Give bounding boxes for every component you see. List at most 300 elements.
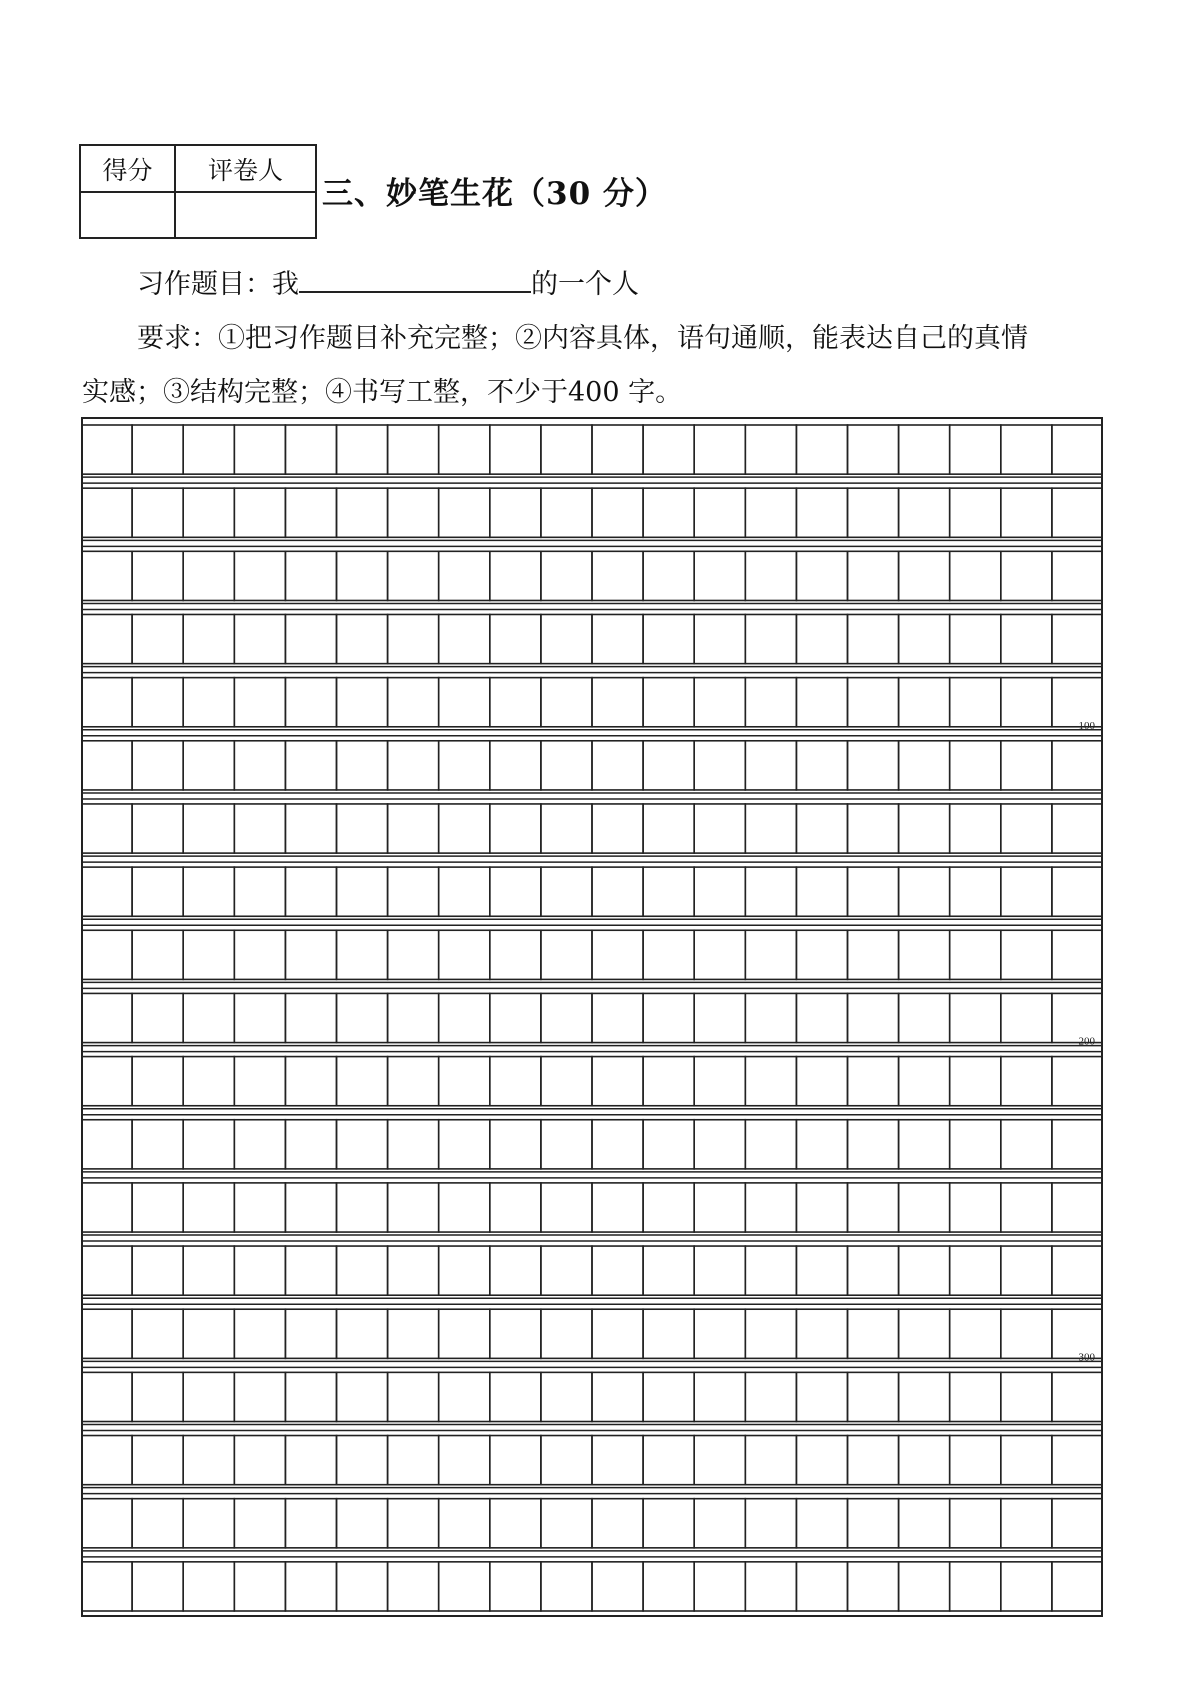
grid-cell[interactable] [132, 551, 183, 600]
grid-cell[interactable] [439, 1120, 490, 1169]
grid-cell[interactable] [899, 867, 950, 916]
grid-cell[interactable] [541, 678, 592, 727]
grid-cell[interactable] [234, 1057, 285, 1106]
grid-cell[interactable] [745, 1562, 796, 1611]
grid-cell[interactable] [848, 614, 899, 663]
grid-cell[interactable] [694, 614, 745, 663]
grid-cell[interactable] [490, 1499, 541, 1548]
grid-cell[interactable] [950, 425, 1001, 474]
grid-cell[interactable] [337, 678, 388, 727]
grid-cell[interactable] [132, 741, 183, 790]
grid-cell[interactable] [541, 1309, 592, 1358]
grid-cell[interactable] [490, 1309, 541, 1358]
grid-cell[interactable] [694, 488, 745, 537]
grid-cell[interactable] [694, 1246, 745, 1295]
grid-cell[interactable] [337, 1120, 388, 1169]
grid-cell[interactable] [848, 1057, 899, 1106]
grid-cell[interactable] [643, 551, 694, 600]
grid-cell[interactable] [950, 678, 1001, 727]
grid-cell[interactable] [848, 804, 899, 853]
grid-cell[interactable] [848, 1183, 899, 1232]
grid-cell[interactable] [592, 1183, 643, 1232]
grid-cell[interactable] [541, 1246, 592, 1295]
grid-cell[interactable] [132, 1309, 183, 1358]
grid-cell[interactable] [899, 1120, 950, 1169]
grid-cell[interactable] [234, 551, 285, 600]
grid-cell[interactable] [848, 1372, 899, 1421]
grid-cell[interactable] [183, 678, 234, 727]
grid-cell[interactable] [899, 930, 950, 979]
grid-cell[interactable] [745, 1372, 796, 1421]
grid-cell[interactable] [592, 425, 643, 474]
grid-cell[interactable] [1001, 1246, 1052, 1295]
grid-cell[interactable] [285, 1309, 336, 1358]
grid-cell[interactable] [541, 425, 592, 474]
grid-cell[interactable] [745, 1057, 796, 1106]
grid-cell[interactable] [643, 741, 694, 790]
grid-cell[interactable] [592, 488, 643, 537]
grid-cell[interactable] [796, 930, 847, 979]
grid-cell[interactable] [592, 678, 643, 727]
grid-cell[interactable] [285, 1562, 336, 1611]
grid-cell[interactable] [643, 930, 694, 979]
grid-cell[interactable] [643, 1057, 694, 1106]
grid-cell[interactable] [1052, 1183, 1103, 1232]
grid-cell[interactable] [81, 1499, 132, 1548]
grid-cell[interactable] [796, 993, 847, 1042]
grid-cell[interactable] [1052, 1436, 1103, 1485]
grid-cell[interactable] [1001, 425, 1052, 474]
grid-cell[interactable] [490, 1120, 541, 1169]
grid-cell[interactable] [183, 1246, 234, 1295]
grid-cell[interactable] [950, 1057, 1001, 1106]
grid-cell[interactable] [337, 741, 388, 790]
grid-cell[interactable] [285, 1183, 336, 1232]
grid-cell[interactable] [132, 1499, 183, 1548]
grid-cell[interactable] [592, 1499, 643, 1548]
grid-cell[interactable] [1052, 678, 1103, 727]
grid-cell[interactable] [234, 993, 285, 1042]
grid-cell[interactable] [592, 1562, 643, 1611]
grid-cell[interactable] [1052, 1246, 1103, 1295]
grid-cell[interactable] [541, 551, 592, 600]
grid-cell[interactable] [745, 1246, 796, 1295]
grid-cell[interactable] [899, 1309, 950, 1358]
grid-cell[interactable] [285, 1436, 336, 1485]
grid-cell[interactable] [234, 867, 285, 916]
grid-cell[interactable] [643, 425, 694, 474]
grid-cell[interactable] [183, 804, 234, 853]
grid-cell[interactable] [1052, 993, 1103, 1042]
grid-cell[interactable] [285, 1120, 336, 1169]
grid-cell[interactable] [950, 993, 1001, 1042]
grid-cell[interactable] [541, 1372, 592, 1421]
grid-cell[interactable] [592, 1246, 643, 1295]
grid-cell[interactable] [643, 1246, 694, 1295]
grid-cell[interactable] [1001, 614, 1052, 663]
grid-cell[interactable] [796, 1436, 847, 1485]
grid-cell[interactable] [541, 741, 592, 790]
grid-cell[interactable] [950, 867, 1001, 916]
grid-cell[interactable] [694, 930, 745, 979]
grid-cell[interactable] [848, 1562, 899, 1611]
grid-cell[interactable] [899, 1057, 950, 1106]
grid-cell[interactable] [796, 425, 847, 474]
grid-cell[interactable] [439, 867, 490, 916]
grid-cell[interactable] [643, 1562, 694, 1611]
grid-cell[interactable] [337, 1309, 388, 1358]
grid-cell[interactable] [643, 804, 694, 853]
grid-cell[interactable] [848, 1246, 899, 1295]
grid-cell[interactable] [490, 1183, 541, 1232]
grid-cell[interactable] [796, 867, 847, 916]
grid-cell[interactable] [234, 1499, 285, 1548]
grid-cell[interactable] [132, 1562, 183, 1611]
grid-cell[interactable] [490, 614, 541, 663]
grid-cell[interactable] [643, 1309, 694, 1358]
grid-cell[interactable] [234, 1309, 285, 1358]
grid-cell[interactable] [848, 1120, 899, 1169]
grid-cell[interactable] [234, 804, 285, 853]
grid-cell[interactable] [950, 1246, 1001, 1295]
grid-cell[interactable] [183, 1372, 234, 1421]
grid-cell[interactable] [388, 1499, 439, 1548]
grid-cell[interactable] [439, 741, 490, 790]
grid-cell[interactable] [796, 804, 847, 853]
grid-cell[interactable] [388, 551, 439, 600]
grid-cell[interactable] [183, 867, 234, 916]
grid-cell[interactable] [388, 930, 439, 979]
grid-cell[interactable] [285, 993, 336, 1042]
grid-cell[interactable] [337, 930, 388, 979]
grid-cell[interactable] [1052, 614, 1103, 663]
grid-cell[interactable] [234, 678, 285, 727]
grid-cell[interactable] [796, 1562, 847, 1611]
grid-cell[interactable] [490, 1057, 541, 1106]
grid-cell[interactable] [1052, 551, 1103, 600]
grid-cell[interactable] [81, 1120, 132, 1169]
grid-cell[interactable] [132, 488, 183, 537]
grid-cell[interactable] [1001, 741, 1052, 790]
grid-cell[interactable] [285, 551, 336, 600]
grid-cell[interactable] [592, 1372, 643, 1421]
grid-cell[interactable] [592, 1309, 643, 1358]
grid-cell[interactable] [234, 1372, 285, 1421]
grid-cell[interactable] [183, 741, 234, 790]
grid-cell[interactable] [643, 867, 694, 916]
grid-cell[interactable] [388, 1246, 439, 1295]
grid-cell[interactable] [745, 1499, 796, 1548]
grid-cell[interactable] [541, 1562, 592, 1611]
grid-cell[interactable] [285, 678, 336, 727]
grid-cell[interactable] [81, 614, 132, 663]
grid-cell[interactable] [439, 1183, 490, 1232]
grid-cell[interactable] [132, 1120, 183, 1169]
grid-cell[interactable] [745, 804, 796, 853]
grid-cell[interactable] [848, 551, 899, 600]
grid-cell[interactable] [1001, 1499, 1052, 1548]
grid-cell[interactable] [796, 1057, 847, 1106]
grid-cell[interactable] [541, 804, 592, 853]
grid-cell[interactable] [592, 1436, 643, 1485]
grid-cell[interactable] [694, 867, 745, 916]
grid-cell[interactable] [745, 1309, 796, 1358]
grid-cell[interactable] [234, 1562, 285, 1611]
grid-cell[interactable] [541, 1436, 592, 1485]
grid-cell[interactable] [541, 1499, 592, 1548]
grid-cell[interactable] [183, 1057, 234, 1106]
grid-cell[interactable] [796, 741, 847, 790]
grid-cell[interactable] [81, 867, 132, 916]
grid-cell[interactable] [899, 488, 950, 537]
grid-cell[interactable] [1052, 1309, 1103, 1358]
grid-cell[interactable] [337, 425, 388, 474]
grid-cell[interactable] [388, 993, 439, 1042]
grid-cell[interactable] [234, 425, 285, 474]
grid-cell[interactable] [490, 488, 541, 537]
grid-cell[interactable] [1052, 804, 1103, 853]
grid-cell[interactable] [899, 425, 950, 474]
grid-cell[interactable] [643, 614, 694, 663]
grid-cell[interactable] [388, 1372, 439, 1421]
grid-cell[interactable] [1052, 1372, 1103, 1421]
grid-cell[interactable] [950, 1120, 1001, 1169]
grid-cell[interactable] [1001, 1436, 1052, 1485]
grid-cell[interactable] [694, 678, 745, 727]
grid-cell[interactable] [848, 993, 899, 1042]
grid-cell[interactable] [1052, 867, 1103, 916]
grid-cell[interactable] [439, 488, 490, 537]
grid-cell[interactable] [796, 1246, 847, 1295]
grader-field[interactable] [175, 192, 316, 238]
grid-cell[interactable] [234, 1183, 285, 1232]
grid-cell[interactable] [950, 1372, 1001, 1421]
grid-cell[interactable] [950, 930, 1001, 979]
grid-cell[interactable] [132, 425, 183, 474]
grid-cell[interactable] [745, 1183, 796, 1232]
grid-cell[interactable] [745, 993, 796, 1042]
grid-cell[interactable] [745, 551, 796, 600]
grid-cell[interactable] [132, 1183, 183, 1232]
grid-cell[interactable] [592, 1057, 643, 1106]
score-field[interactable] [80, 192, 175, 238]
grid-cell[interactable] [285, 867, 336, 916]
grid-cell[interactable] [183, 993, 234, 1042]
grid-cell[interactable] [1001, 488, 1052, 537]
grid-cell[interactable] [848, 1499, 899, 1548]
grid-cell[interactable] [592, 867, 643, 916]
grid-cell[interactable] [899, 1562, 950, 1611]
grid-cell[interactable] [132, 1436, 183, 1485]
grid-cell[interactable] [848, 741, 899, 790]
grid-cell[interactable] [796, 1499, 847, 1548]
grid-cell[interactable] [694, 1436, 745, 1485]
grid-cell[interactable] [950, 741, 1001, 790]
grid-cell[interactable] [899, 551, 950, 600]
grid-cell[interactable] [490, 425, 541, 474]
grid-cell[interactable] [234, 1436, 285, 1485]
grid-cell[interactable] [694, 1183, 745, 1232]
grid-cell[interactable] [439, 1246, 490, 1295]
grid-cell[interactable] [183, 551, 234, 600]
grid-cell[interactable] [81, 1057, 132, 1106]
grid-cell[interactable] [285, 804, 336, 853]
grid-cell[interactable] [541, 1183, 592, 1232]
grid-cell[interactable] [388, 741, 439, 790]
grid-cell[interactable] [388, 867, 439, 916]
grid-cell[interactable] [694, 1309, 745, 1358]
grid-cell[interactable] [439, 1499, 490, 1548]
grid-cell[interactable] [490, 551, 541, 600]
grid-cell[interactable] [285, 930, 336, 979]
grid-cell[interactable] [388, 488, 439, 537]
grid-cell[interactable] [234, 1120, 285, 1169]
grid-cell[interactable] [490, 678, 541, 727]
grid-cell[interactable] [81, 425, 132, 474]
grid-cell[interactable] [592, 551, 643, 600]
grid-cell[interactable] [1001, 1372, 1052, 1421]
grid-cell[interactable] [541, 1120, 592, 1169]
grid-cell[interactable] [592, 993, 643, 1042]
grid-cell[interactable] [848, 1436, 899, 1485]
grid-cell[interactable] [796, 488, 847, 537]
grid-cell[interactable] [183, 1436, 234, 1485]
grid-cell[interactable] [388, 425, 439, 474]
grid-cell[interactable] [388, 1120, 439, 1169]
grid-cell[interactable] [745, 678, 796, 727]
grid-cell[interactable] [1001, 993, 1052, 1042]
grid-cell[interactable] [694, 1120, 745, 1169]
grid-cell[interactable] [643, 488, 694, 537]
grid-cell[interactable] [81, 1562, 132, 1611]
grid-cell[interactable] [388, 678, 439, 727]
grid-cell[interactable] [1001, 1562, 1052, 1611]
grid-cell[interactable] [388, 1436, 439, 1485]
grid-cell[interactable] [285, 741, 336, 790]
grid-cell[interactable] [848, 1309, 899, 1358]
grid-cell[interactable] [643, 678, 694, 727]
grid-cell[interactable] [796, 551, 847, 600]
grid-cell[interactable] [745, 488, 796, 537]
grid-cell[interactable] [132, 867, 183, 916]
grid-cell[interactable] [899, 804, 950, 853]
grid-cell[interactable] [541, 614, 592, 663]
grid-cell[interactable] [234, 488, 285, 537]
grid-cell[interactable] [1001, 1057, 1052, 1106]
grid-cell[interactable] [899, 993, 950, 1042]
grid-cell[interactable] [337, 614, 388, 663]
grid-cell[interactable] [592, 930, 643, 979]
grid-cell[interactable] [490, 867, 541, 916]
grid-cell[interactable] [643, 1499, 694, 1548]
grid-cell[interactable] [388, 1183, 439, 1232]
grid-cell[interactable] [234, 930, 285, 979]
grid-cell[interactable] [643, 1120, 694, 1169]
grid-cell[interactable] [899, 1436, 950, 1485]
grid-cell[interactable] [439, 678, 490, 727]
grid-cell[interactable] [643, 993, 694, 1042]
grid-cell[interactable] [132, 804, 183, 853]
grid-cell[interactable] [234, 741, 285, 790]
grid-cell[interactable] [694, 1372, 745, 1421]
grid-cell[interactable] [1052, 741, 1103, 790]
grid-cell[interactable] [490, 1436, 541, 1485]
grid-cell[interactable] [950, 1436, 1001, 1485]
grid-cell[interactable] [439, 425, 490, 474]
grid-cell[interactable] [1052, 930, 1103, 979]
grid-cell[interactable] [439, 1372, 490, 1421]
grid-cell[interactable] [745, 741, 796, 790]
grid-cell[interactable] [848, 425, 899, 474]
grid-cell[interactable] [541, 993, 592, 1042]
grid-cell[interactable] [183, 1309, 234, 1358]
grid-cell[interactable] [337, 488, 388, 537]
grid-cell[interactable] [388, 614, 439, 663]
grid-cell[interactable] [81, 741, 132, 790]
grid-cell[interactable] [1052, 1562, 1103, 1611]
grid-cell[interactable] [490, 741, 541, 790]
grid-cell[interactable] [183, 1183, 234, 1232]
grid-cell[interactable] [183, 1120, 234, 1169]
grid-cell[interactable] [950, 488, 1001, 537]
grid-cell[interactable] [643, 1372, 694, 1421]
grid-cell[interactable] [643, 1436, 694, 1485]
grid-cell[interactable] [1001, 1120, 1052, 1169]
grid-cell[interactable] [81, 1309, 132, 1358]
grid-cell[interactable] [745, 1436, 796, 1485]
grid-cell[interactable] [694, 1499, 745, 1548]
grid-cell[interactable] [694, 1562, 745, 1611]
grid-cell[interactable] [899, 1246, 950, 1295]
grid-cell[interactable] [183, 930, 234, 979]
grid-cell[interactable] [950, 1183, 1001, 1232]
grid-cell[interactable] [388, 1309, 439, 1358]
grid-cell[interactable] [745, 930, 796, 979]
grid-cell[interactable] [285, 1372, 336, 1421]
grid-cell[interactable] [1001, 678, 1052, 727]
grid-cell[interactable] [950, 1562, 1001, 1611]
grid-cell[interactable] [439, 1562, 490, 1611]
grid-cell[interactable] [643, 1183, 694, 1232]
grid-cell[interactable] [694, 551, 745, 600]
grid-cell[interactable] [950, 1309, 1001, 1358]
grid-cell[interactable] [490, 1562, 541, 1611]
grid-cell[interactable] [1001, 551, 1052, 600]
grid-cell[interactable] [183, 1562, 234, 1611]
grid-cell[interactable] [541, 930, 592, 979]
grid-cell[interactable] [490, 1372, 541, 1421]
grid-cell[interactable] [950, 804, 1001, 853]
grid-cell[interactable] [848, 930, 899, 979]
writing-grid[interactable] [81, 417, 1103, 1617]
grid-cell[interactable] [183, 1499, 234, 1548]
grid-cell[interactable] [439, 1436, 490, 1485]
grid-cell[interactable] [132, 993, 183, 1042]
grid-cell[interactable] [183, 488, 234, 537]
grid-cell[interactable] [81, 678, 132, 727]
grid-cell[interactable] [285, 1246, 336, 1295]
grid-cell[interactable] [81, 1372, 132, 1421]
grid-cell[interactable] [439, 551, 490, 600]
grid-cell[interactable] [694, 804, 745, 853]
grid-cell[interactable] [694, 1057, 745, 1106]
grid-cell[interactable] [899, 1183, 950, 1232]
grid-cell[interactable] [1001, 867, 1052, 916]
grid-cell[interactable] [796, 1183, 847, 1232]
grid-cell[interactable] [337, 1057, 388, 1106]
grid-cell[interactable] [439, 614, 490, 663]
grid-cell[interactable] [81, 993, 132, 1042]
